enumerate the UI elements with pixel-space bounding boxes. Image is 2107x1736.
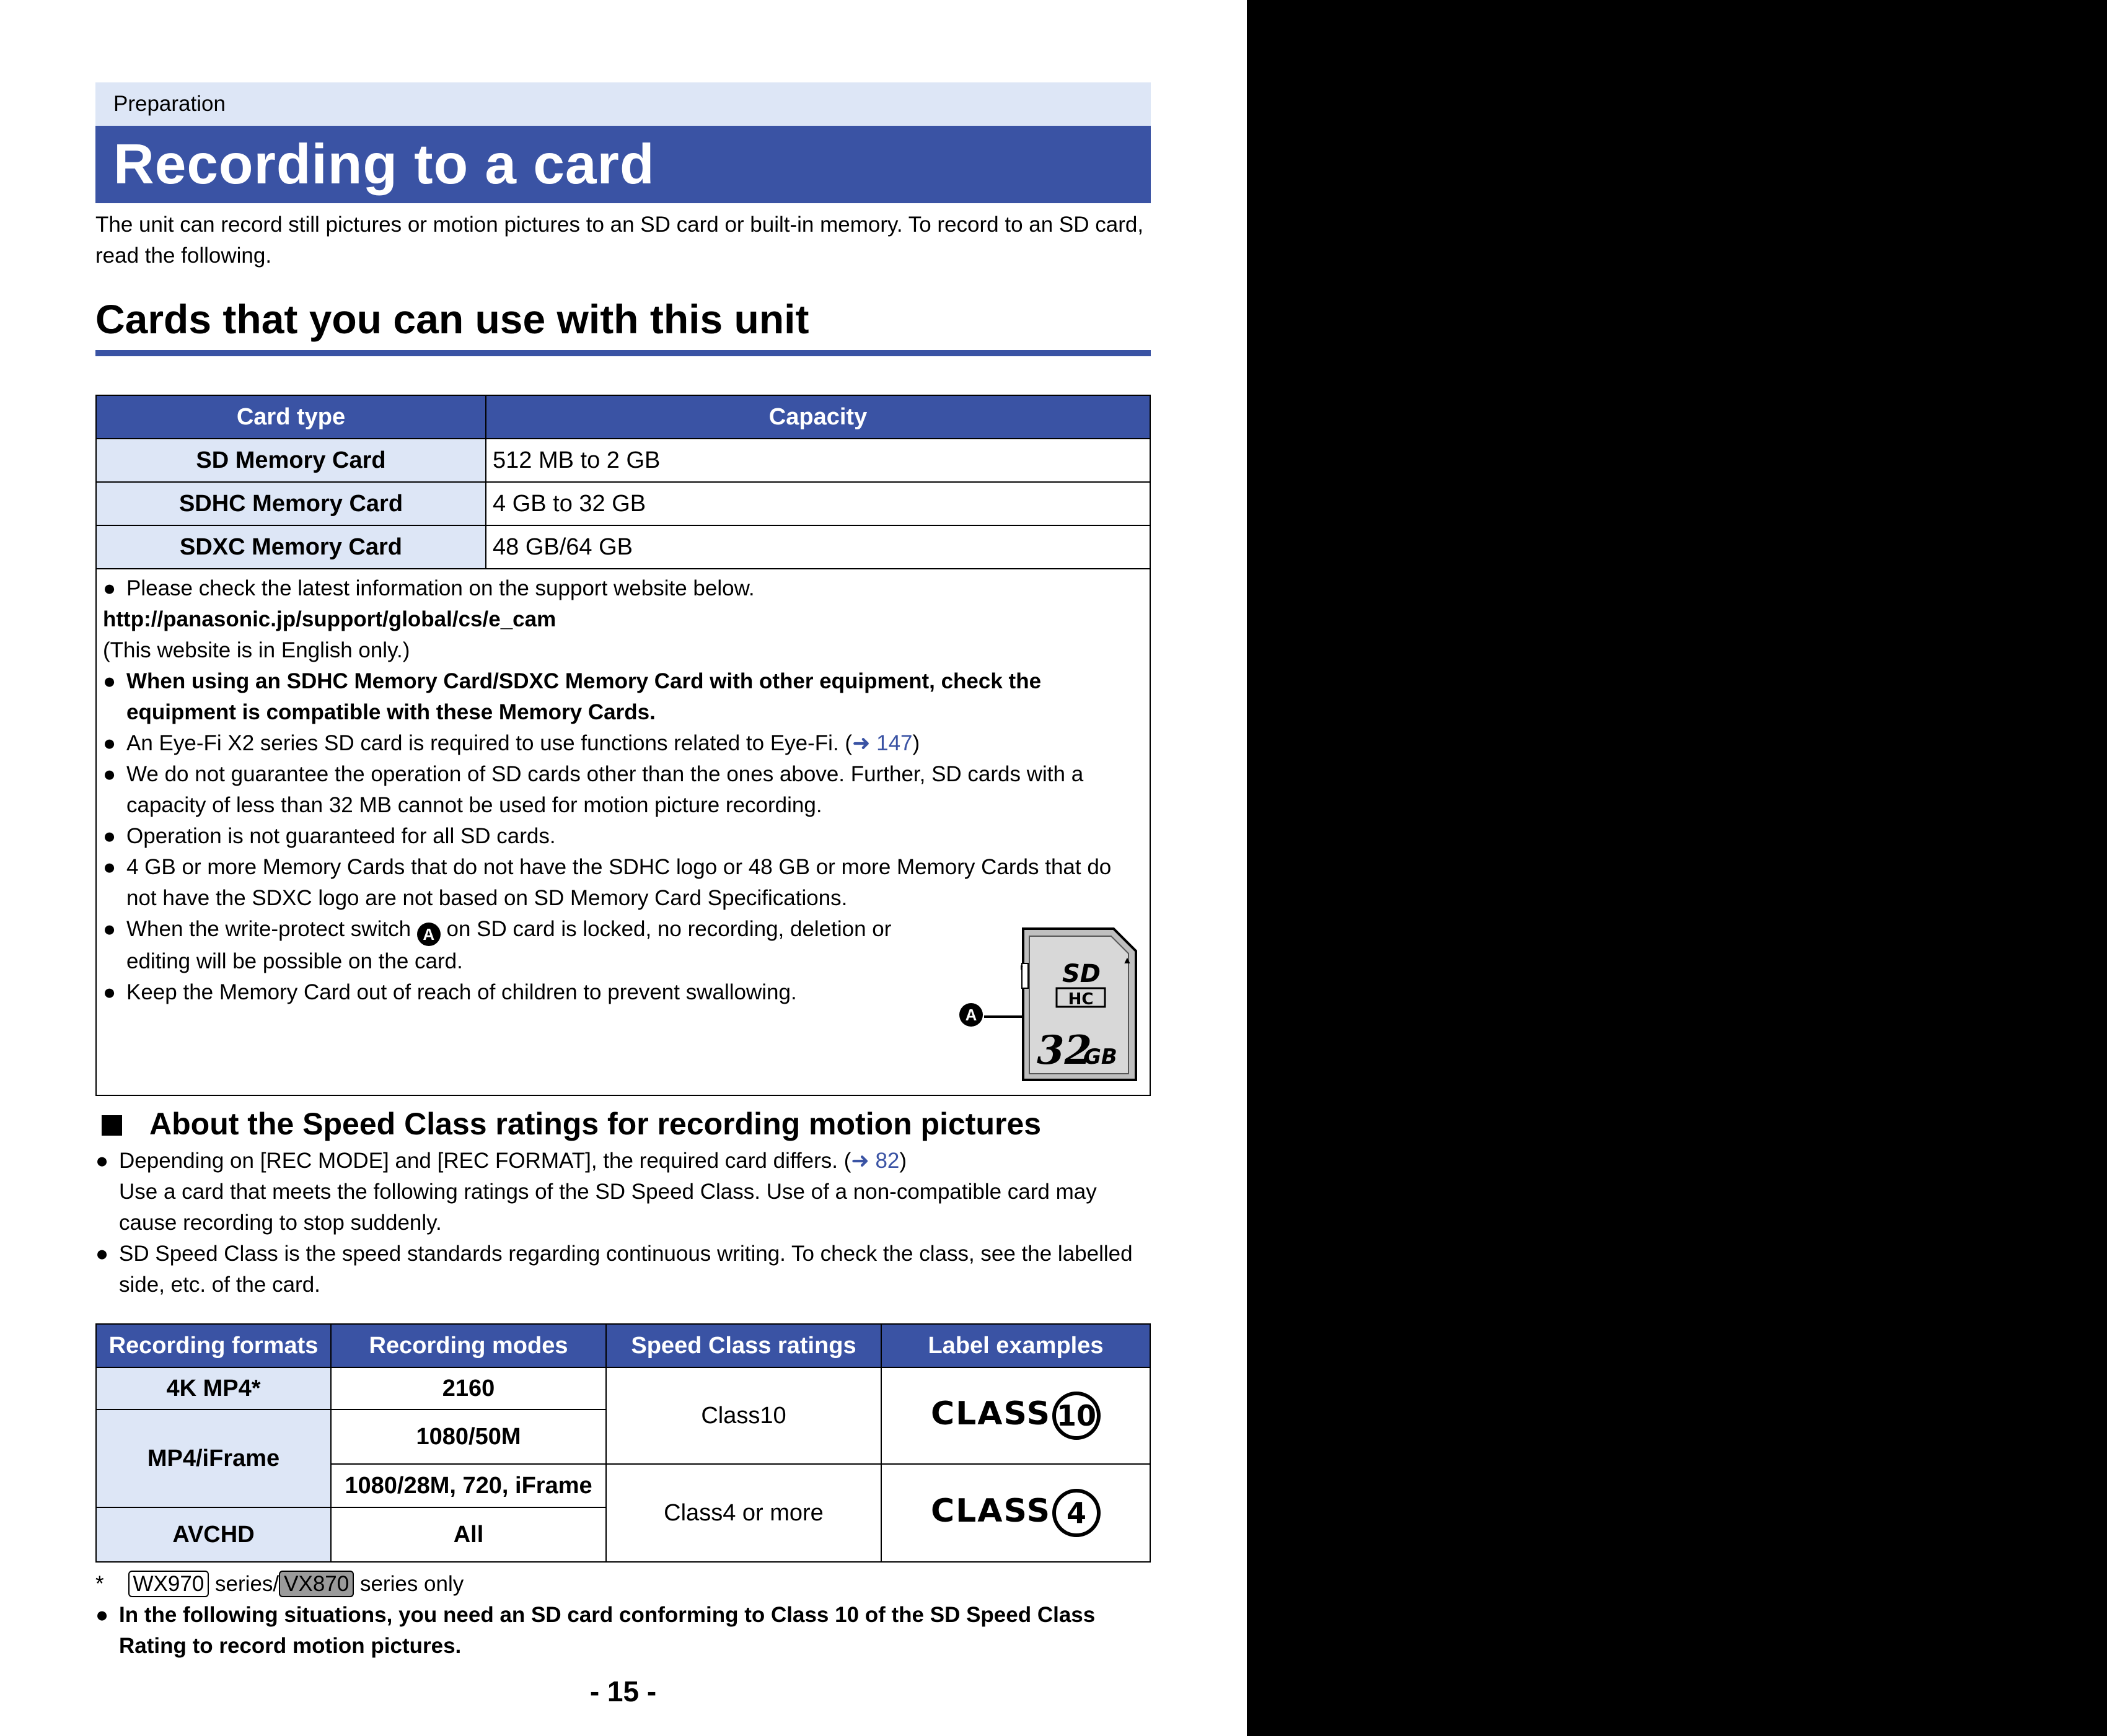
speed-class-heading: About the Speed Class ratings for recording motion pictures xyxy=(95,1102,1151,1146)
black-side-panel xyxy=(1247,0,2107,1736)
format-cell: 4K MP4* xyxy=(96,1367,331,1409)
bullet-icon: ● xyxy=(103,917,117,941)
class4-logo: CLASS 4 xyxy=(931,1493,1101,1530)
mode-cell: 2160 xyxy=(331,1367,606,1409)
format-cell: MP4/iFrame xyxy=(96,1409,331,1507)
note-write-protect: ● When the write-protect switch A on SD card is locked, no recording, deletion or editing will be possible on the card. xyxy=(103,914,926,977)
bullet-icon: ● xyxy=(95,1242,109,1266)
page-ref-link[interactable]: ➜ 82 xyxy=(851,1149,900,1173)
speed-class-cell: Class4 or more xyxy=(606,1464,881,1562)
col-header-label: Label examples xyxy=(881,1324,1150,1367)
note-rec-mode-cont: Use a card that meets the following ratings of the SD Speed Class. Use of a non-compatible card may cause recording to stop suddenly. xyxy=(119,1180,1097,1235)
page-title: Recording to a card xyxy=(95,126,1151,203)
table-row xyxy=(96,439,1150,482)
capacity-cell: 48 GB/64 GB xyxy=(486,525,1150,569)
card-type-cell: SD Memory Card xyxy=(96,439,486,482)
mode-cell: 1080/28M, 720, iFrame xyxy=(331,1464,606,1507)
card-type-cell: SDXC Memory Card xyxy=(96,525,486,569)
table-header-row xyxy=(96,395,1150,439)
card-label-a-icon: A xyxy=(959,1003,983,1027)
marker-a-icon: A xyxy=(417,923,441,946)
capacity-cell: 512 MB to 2 GB xyxy=(486,439,1150,482)
label-example-cell xyxy=(881,1464,1150,1562)
subheading-rule xyxy=(95,350,1151,356)
col-header-speed-class: Speed Class ratings xyxy=(606,1324,881,1367)
model-badge: WX970 xyxy=(128,1571,209,1597)
intro-text: The unit can record still pictures or motion pictures to an SD card or built-in memory. To record to an SD card, read the following. xyxy=(95,213,1144,268)
note-guarantee: ● We do not guarantee the operation of SD cards other than the ones above. Further, SD cards with a capacity of less than 32 MB cannot be used for motion picture recording. xyxy=(103,759,1143,821)
class10-note: ● In the following situations, you need an SD card conforming to Class 10 of the SD Speed Class Rating to record motion pictures. xyxy=(95,1600,1151,1662)
capacity-number: 32 xyxy=(1037,1027,1093,1074)
speed-notes xyxy=(95,1146,1151,1300)
card-arrow-icon: ▲ xyxy=(1122,955,1132,966)
sd-logo-text: SD xyxy=(1062,960,1101,988)
hc-text: HC xyxy=(1068,990,1094,1009)
note-eyefi: ● An Eye-Fi X2 series SD card is required to use functions related to Eye-Fi. (➜ 147) xyxy=(103,728,1143,759)
square-bullet-icon xyxy=(102,1115,122,1136)
capacity-cell: 4 GB to 32 GB xyxy=(486,482,1150,525)
support-url[interactable]: http://panasonic.jp/support/global/cs/e_cam xyxy=(103,607,556,631)
manual-page xyxy=(95,82,1151,1708)
note-speed-standard: ● SD Speed Class is the speed standards regarding continuous writing. To check the class, see the labelled side, etc. of the card. xyxy=(95,1238,1151,1300)
note-rec-mode: ● Depending on [REC MODE] and [REC FORMAT], the required card differs. (➜ 82) xyxy=(95,1146,1151,1177)
bullet-icon: ● xyxy=(95,1149,109,1173)
bullet-icon: ● xyxy=(103,762,117,786)
bullet-icon: ● xyxy=(103,576,117,600)
bullet-icon: ● xyxy=(103,731,117,755)
english-only-note: (This website is in English only.) xyxy=(103,638,410,662)
bullet-icon: ● xyxy=(103,980,117,1004)
note-check-info: ● Please check the latest information on the support website below. xyxy=(103,573,1143,604)
table-header-row xyxy=(96,1324,1150,1367)
class10-logo: CLASS 10 xyxy=(931,1395,1101,1432)
card-type-table xyxy=(95,395,1151,569)
mode-cell: All xyxy=(331,1507,606,1562)
capacity-unit: GB xyxy=(1084,1045,1117,1069)
note-logo: ● 4 GB or more Memory Cards that do not have the SDHC logo or 48 GB or more Memory Cards that do not have the SDXC logo are not based on SD Memory Card Specifications. xyxy=(103,852,1143,914)
bullet-icon: ● xyxy=(95,1603,109,1627)
note-children: ● Keep the Memory Card out of reach of children to prevent swallowing. xyxy=(103,977,1143,1008)
section-label: Preparation xyxy=(95,82,1151,126)
card-notes-box xyxy=(95,569,1151,1096)
speed-class-table xyxy=(95,1323,1151,1563)
bullet-icon: ● xyxy=(103,855,117,879)
table-row xyxy=(96,525,1150,569)
note-sdhc-warning: ● When using an SDHC Memory Card/SDXC Memory Card with other equipment, check the equipment is compatible with these Memory Cards. xyxy=(103,666,1143,728)
table-row xyxy=(96,1367,1150,1409)
col-header-modes: Recording modes xyxy=(331,1324,606,1367)
label-pointer-line xyxy=(984,1015,1025,1018)
model-badge: VX870 xyxy=(279,1571,354,1597)
col-header-formats: Recording formats xyxy=(96,1324,331,1367)
sdhc-card-illustration xyxy=(1021,926,1138,1082)
page-number: - 15 - xyxy=(589,1675,657,1708)
footnote: * WX970 series/ VX870 series only xyxy=(95,1572,464,1596)
bullet-icon: ● xyxy=(103,824,117,848)
page-ref-link[interactable]: ➜ 147 xyxy=(852,731,913,755)
speed-class-cell: Class10 xyxy=(606,1367,881,1464)
mode-cell: 1080/50M xyxy=(331,1409,606,1464)
note-operation: ● Operation is not guaranteed for all SD cards. xyxy=(103,821,1143,852)
table-row xyxy=(96,482,1150,525)
card-type-cell: SDHC Memory Card xyxy=(96,482,486,525)
format-cell: AVCHD xyxy=(96,1507,331,1562)
bullet-icon: ● xyxy=(103,669,117,693)
label-example-cell xyxy=(881,1367,1150,1464)
subheading: Cards that you can use with this unit xyxy=(95,296,809,342)
col-header-capacity: Capacity xyxy=(486,395,1150,439)
col-header-card-type: Card type xyxy=(96,395,486,439)
